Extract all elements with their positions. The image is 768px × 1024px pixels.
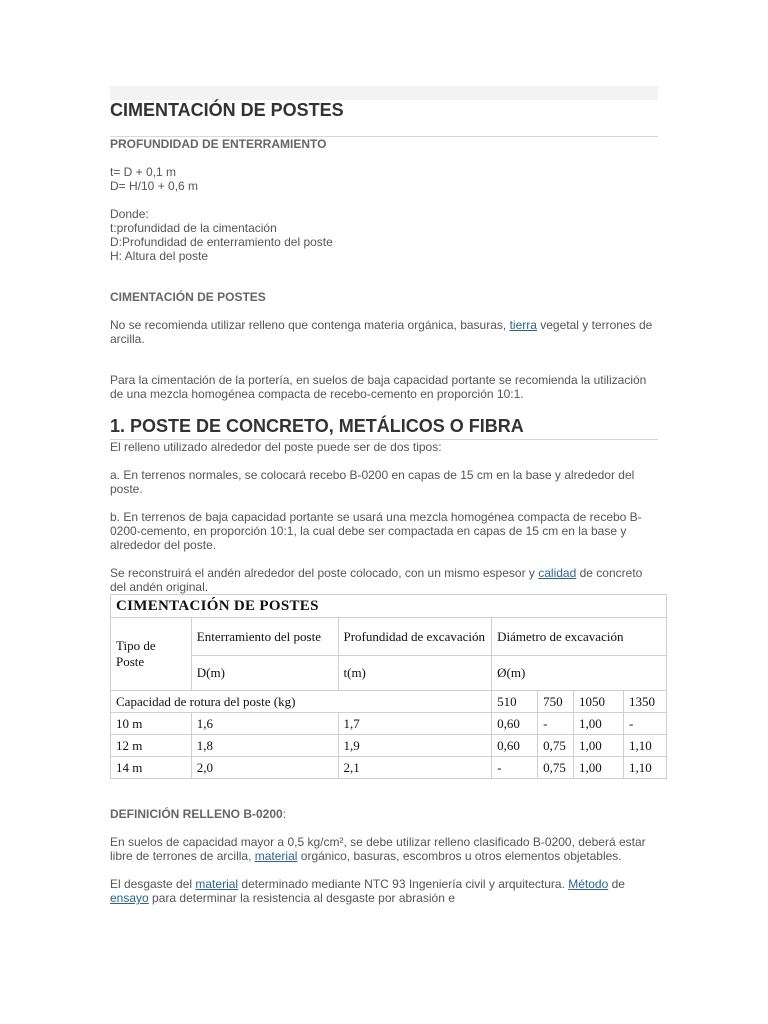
table-row [111, 757, 667, 779]
link-tierra[interactable]: tierra [509, 318, 537, 332]
capacity-label: Capacidad de rotura del poste (kg) [111, 691, 492, 713]
cell: 1,8 [191, 735, 338, 757]
text: : [282, 807, 287, 821]
cell: - [623, 713, 666, 735]
cell: 2,1 [338, 757, 492, 779]
cell: 1,7 [338, 713, 492, 735]
section-heading-b0200 [110, 807, 658, 821]
unit-o: Ø(m) [492, 656, 667, 691]
paragraph-fill [110, 318, 658, 346]
page-title: CIMENTACIÓN DE POSTES [110, 100, 344, 120]
cell: 10 m [111, 713, 192, 735]
text: DEFINICIÓN RELLENO B-0200 [110, 807, 283, 821]
cell: 2,0 [191, 757, 338, 779]
link-material[interactable]: material [254, 849, 298, 863]
paragraph-wear [110, 877, 658, 905]
cell: - [492, 757, 538, 779]
cell: 0,75 [538, 735, 574, 757]
cell: - [538, 713, 574, 735]
formula-d: D= H/10 + 0,6 m [110, 179, 199, 193]
paragraph-b0200 [110, 835, 658, 863]
link-ensayo[interactable]: ensayo [110, 891, 149, 905]
cell: 0,60 [492, 713, 538, 735]
section-heading-pole-types: 1. POSTE DE CONCRETO, METÁLICOS O FIBRA [110, 416, 524, 436]
header-profundidad: Profundidad de excavación [338, 618, 492, 656]
formula-t: t= D + 0,1 m [110, 165, 177, 179]
cell: 1,9 [338, 735, 492, 757]
header-diametro: Diámetro de excavación [492, 618, 667, 656]
where-label: Donde: [110, 207, 149, 221]
paragraph-option-a: a. En terrenos normales, se colocará recebo B-0200 en capas de 15 cm en la base y alrededor del poste. [110, 468, 635, 496]
header-enterramiento: Enterramiento del poste [191, 618, 338, 656]
cell: 1,10 [623, 757, 666, 779]
foundation-table [110, 594, 667, 779]
top-bar [110, 86, 658, 100]
cell: 0,75 [538, 757, 574, 779]
text: No se recomienda utilizar relleno que contenga materia orgánica, basuras, [110, 318, 510, 332]
text: Se reconstruirá el andén alrededor del poste colocado, con un mismo espesor y [110, 566, 539, 580]
header-tipo: Tipo de Poste [111, 618, 192, 691]
text: orgánico, basuras, escombros u otros elementos objetables. [297, 849, 622, 863]
cell: 1,00 [574, 713, 624, 735]
section-heading-foundation: CIMENTACIÓN DE POSTES [110, 290, 266, 304]
document-body [110, 86, 658, 905]
table-caption: CIMENTACIÓN DE POSTES [111, 595, 667, 618]
link-calidad[interactable]: calidad [538, 566, 577, 580]
text: para determinar la resistencia al desgaste por abrasión e [148, 891, 455, 905]
cell: 14 m [111, 757, 192, 779]
paragraph-fill-types: El relleno utilizado alrededor del poste puede ser de dos tipos: [110, 440, 442, 454]
definition-t: t:profundidad de la cimentación [110, 221, 277, 235]
table-row [111, 713, 667, 735]
link-material-2[interactable]: material [195, 877, 239, 891]
capacity-cell: 750 [538, 691, 574, 713]
text: El desgaste del [110, 877, 196, 891]
text: determinado mediante NTC 93 Ingeniería civil y arquitectura. [238, 877, 569, 891]
text: de [608, 877, 625, 891]
cell: 12 m [111, 735, 192, 757]
text: En suelos de capacidad mayor a 0,5 kg/cm², se debe utilizar relleno clasificado B-0200, deberá estar libre de terrones de arcilla, [110, 835, 646, 863]
paragraph-porteria: Para la cimentación de la portería, en suelos de baja capacidad portante se recomienda la utilización de una mezcla homogénea compacta de recebo-cemento en proporción 10:1. [110, 373, 647, 401]
text: de concreto del andén original. [110, 566, 643, 594]
capacity-cell: 510 [492, 691, 538, 713]
cell: 1,00 [574, 757, 624, 779]
unit-t: t(m) [338, 656, 492, 691]
capacity-cell: 1350 [623, 691, 666, 713]
cell: 1,6 [191, 713, 338, 735]
section-heading-depth: PROFUNDIDAD DE ENTERRAMIENTO [110, 137, 327, 151]
paragraph-option-b: b. En terrenos de baja capacidad portante se usará una mezcla homogénea compacta de recebo B-0200-cemento, en proporción 10:1, la cual debe ser compactada en capas de 15 cm en la base y alrededor del poste. [110, 510, 642, 552]
definition-d: D:Profundidad de enterramiento del poste [110, 235, 333, 249]
table-row [111, 735, 667, 757]
text: vegetal y terrones de arcilla. [110, 318, 653, 346]
link-metodo[interactable]: Método [568, 877, 609, 891]
paragraph-sidewalk [110, 566, 658, 594]
cell: 1,00 [574, 735, 624, 757]
unit-d: D(m) [191, 656, 338, 691]
definition-h: H: Altura del poste [110, 249, 209, 263]
cell: 1,10 [623, 735, 666, 757]
capacity-cell: 1050 [574, 691, 624, 713]
cell: 0,60 [492, 735, 538, 757]
